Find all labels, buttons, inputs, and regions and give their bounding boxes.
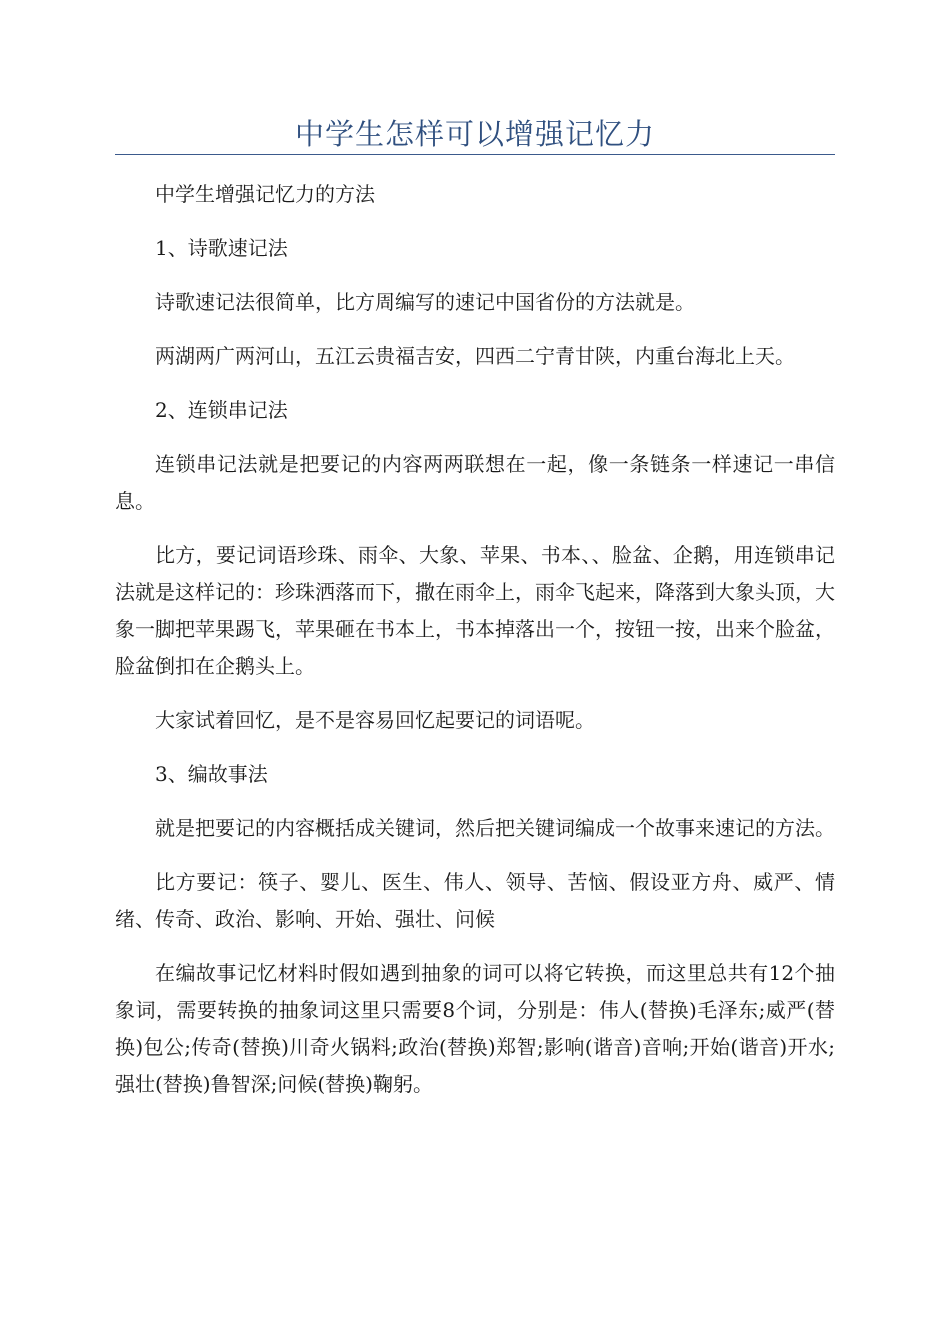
method-heading-1: 1、诗歌速记法	[155, 236, 288, 260]
body-paragraph: 诗歌速记法很简单，比方周编写的速记中国省份的方法就是。	[155, 290, 695, 314]
body-paragraph: 比方，要记词语珍珠、雨伞、大象、苹果、书本、、脸盆、企鹅，用连锁串记法就是这样记的：珍珠洒落而下，撒在雨伞上，雨伞飞起来，降落到大象头顶，大象一脚把苹果踢飞，苹果砸在书本上，书本掉落出一个，按钮一按，出来个脸盆，脸盆倒扣在企鹅头上。	[115, 543, 835, 678]
title-divider	[115, 154, 835, 155]
body-paragraph: 比方要记：筷子、婴儿、医生、伟人、领导、苦恼、假设亚方舟、威严、情绪、传奇、政治、影响、开始、强壮、问候	[115, 870, 835, 931]
body-paragraph: 连锁串记法就是把要记的内容两两联想在一起，像一条链条一样速记一串信息。	[115, 452, 835, 513]
body-paragraph: 就是把要记的内容概括成关键词，然后把关键词编成一个故事来速记的方法。	[155, 816, 835, 840]
document-body	[115, 176, 835, 1120]
section-heading: 中学生增强记忆力的方法	[155, 182, 375, 206]
body-paragraph: 两湖两广两河山，五江云贵福吉安，四西二宁青甘陕，内重台海北上天。	[155, 344, 795, 368]
method-heading-3: 3、编故事法	[155, 762, 268, 786]
method-heading-2: 2、连锁串记法	[155, 398, 288, 422]
document-title: 中学生怎样可以增强记忆力	[294, 117, 655, 151]
body-paragraph: 在编故事记忆材料时假如遇到抽象的词可以将它转换，而这里总共有12个抽象词，需要转换的抽象词这里只需要8个词，分别是：伟人(替换)毛泽东;威严(替换)包公;传奇(替换)川奇火锅料;政治(替换)郑智;影响(谐音)音响;开始(谐音)开水;强壮(替换)鲁智深;问候(替换)鞠躬。	[115, 961, 835, 1096]
body-paragraph: 大家试着回忆，是不是容易回忆起要记的词语呢。	[155, 708, 595, 732]
